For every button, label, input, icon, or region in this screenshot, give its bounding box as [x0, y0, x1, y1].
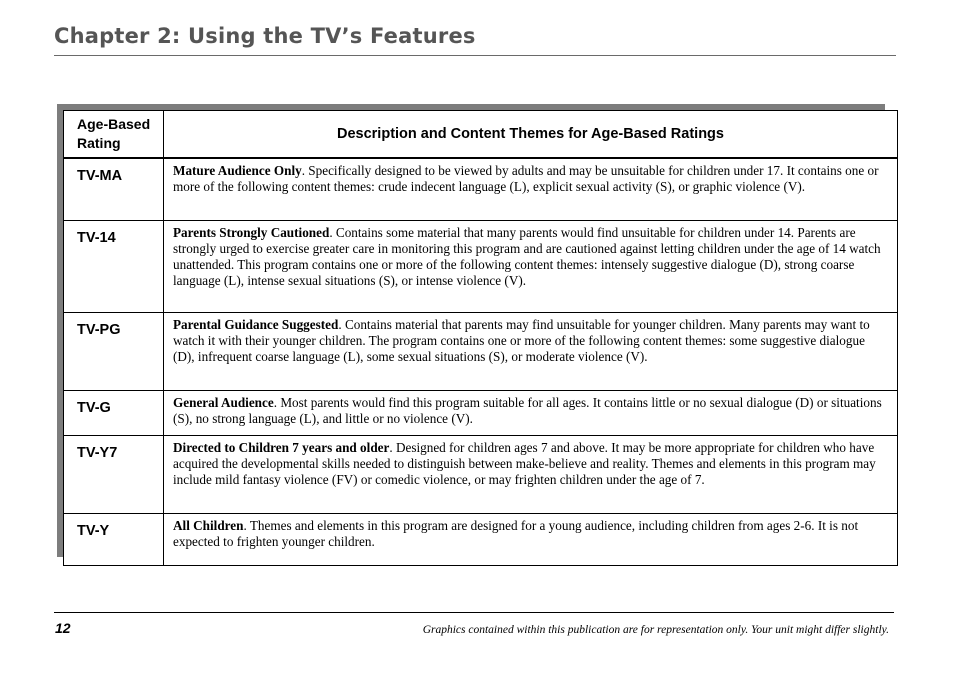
- title-divider: [54, 55, 896, 56]
- rating-description-title: Parents Strongly Cautioned: [173, 225, 330, 240]
- rating-label: TV-PG: [64, 313, 164, 391]
- rating-column-header: [64, 111, 164, 158]
- description-column-header: Description and Content Themes for Age-Based Ratings: [164, 111, 898, 158]
- rating-label: TV-Y: [64, 514, 164, 566]
- table-row: [64, 221, 898, 313]
- rating-description: [164, 514, 898, 566]
- rating-description-title: Mature Audience Only: [173, 162, 302, 178]
- rating-description-title: General Audience: [173, 395, 274, 410]
- rating-label: TV-MA: [64, 158, 164, 221]
- rating-description: [164, 391, 898, 436]
- footer-divider: [54, 612, 894, 613]
- rating-header-line2: Rating: [77, 135, 121, 151]
- rating-description: [164, 158, 898, 221]
- table-row: [64, 514, 898, 566]
- rating-description-text: . Themes and elements in this program are designed for a young audience, including children from ages 2-6. It is not expected to frighten younger children.: [173, 518, 859, 549]
- table-row: [64, 436, 898, 514]
- rating-description-text: . Designed for children ages 7 and above. It may be more appropriate for children who have acquired the developmental skills needed to distinguish between make-believe and reality. Themes and elements in this program may include mild fantasy violence (FV) or comedic violence, or may frighten children under the age of 7.: [173, 440, 876, 487]
- rating-description-title: Parental Guidance Suggested: [173, 317, 339, 332]
- rating-description-text: . Contains material that parents may find unsuitable for younger children. Many parents may want to watch it with their younger children. The program contains one or more of the following content themes: some suggestive dialogue (D), infrequent coarse language (L), some sexual situations (S), or moderate violence (V).: [173, 317, 870, 364]
- table-row: [64, 313, 898, 391]
- table-header-row: [64, 111, 898, 158]
- age-ratings-table: [63, 110, 898, 566]
- rating-description-title: Directed to Children 7 years and older: [173, 440, 390, 455]
- page-number: 12: [55, 620, 71, 636]
- footer-disclaimer: Graphics contained within this publication are for representation only. Your unit might differ slightly.: [422, 624, 889, 636]
- rating-description: [164, 221, 898, 313]
- chapter-title: Chapter 2: Using the TV’s Features: [54, 24, 476, 48]
- rating-description: [164, 313, 898, 391]
- rating-description-title: All Children: [173, 518, 244, 533]
- rating-description: [164, 436, 898, 514]
- table-row: [64, 391, 898, 436]
- rating-description-text: . Most parents would find this program suitable for all ages. It contains little or no sexual dialogue (D) or situations (S), no strong language (L), and little or no violence (V).: [173, 395, 882, 426]
- rating-header-line1: Age-Based: [77, 116, 151, 132]
- rating-label: TV-14: [64, 221, 164, 313]
- rating-description-text: . Contains some material that many parents would find unsuitable for children under 14. Parents are strongly urged to exercise greater care in monitoring this program and are cautioned against letting children under the age of 14 watch unattended. This program contains one or more of the following content themes: intensely suggestive dialogue (D), strong coarse language (L), intense sexual situations (S), or intense violence (V).: [173, 225, 881, 288]
- rating-description-text: . Specifically designed to be viewed by adults and may be unsuitable for children under 17. It contains one or more of the following content themes: crude indecent language (L), explicit sexual activity (S), or graphic violence (V).: [173, 162, 879, 194]
- rating-label: TV-G: [64, 391, 164, 436]
- rating-label: TV-Y7: [64, 436, 164, 514]
- table-row: [64, 158, 898, 221]
